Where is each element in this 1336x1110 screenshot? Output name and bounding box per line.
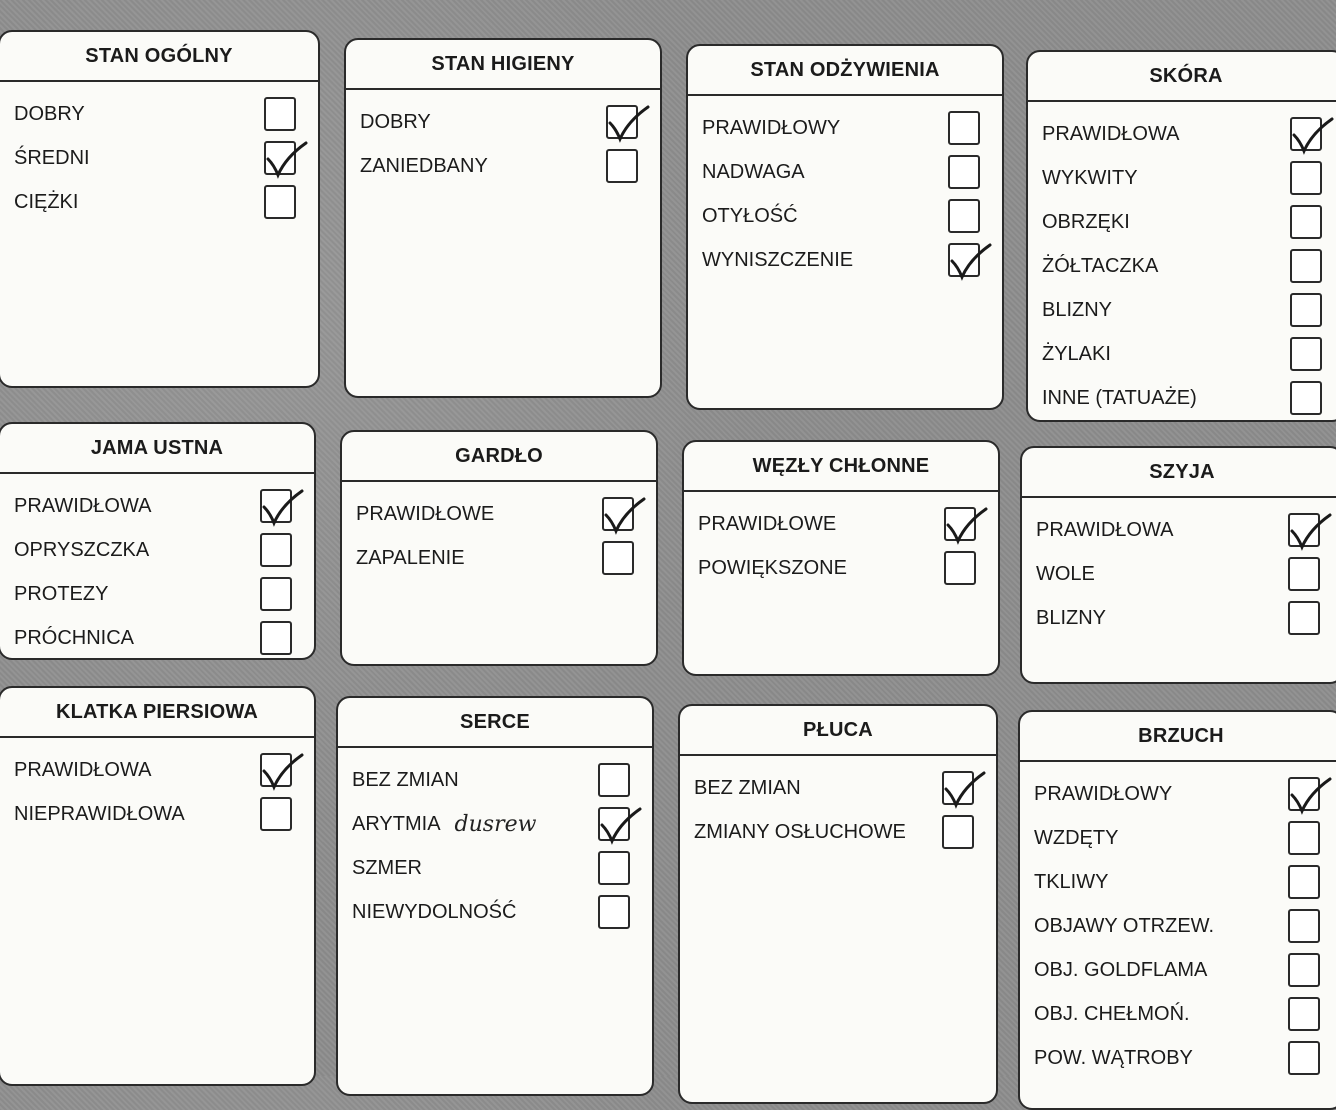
option-row-dobry <box>360 100 646 144</box>
section-title: SERCE <box>338 698 652 748</box>
card-pluca <box>678 704 998 1104</box>
checkbox[interactable] <box>1288 909 1320 943</box>
option-label: PROTEZY <box>14 582 109 605</box>
option-row-wole <box>1036 552 1328 596</box>
option-label: PRAWIDŁOWY <box>702 116 841 139</box>
option-label: OBJ. CHEŁMOŃ. <box>1034 1002 1190 1025</box>
option-label: PRAWIDŁOWA <box>14 758 152 781</box>
option-label: INNE (TATUAŻE) <box>1042 386 1197 409</box>
checkbox[interactable] <box>1288 821 1320 855</box>
option-row-opryszczka <box>14 528 300 572</box>
check-mark-icon <box>1284 771 1332 819</box>
checkbox[interactable] <box>260 533 292 567</box>
option-row-wyniszczenie <box>702 238 988 282</box>
checkbox[interactable] <box>260 489 292 523</box>
option-label: BLIZNY <box>1042 298 1113 321</box>
checkbox[interactable] <box>1290 161 1322 195</box>
checkbox[interactable] <box>264 141 296 175</box>
checkbox[interactable] <box>598 851 630 885</box>
option-row-zaniedbany <box>360 144 646 188</box>
card-gardlo <box>340 430 658 666</box>
checkbox[interactable] <box>948 155 980 189</box>
option-row-niewydolnosc <box>352 890 638 934</box>
option-row-blizny <box>1042 288 1330 332</box>
option-label: POWIĘKSZONE <box>698 556 847 579</box>
checkbox[interactable] <box>948 243 980 277</box>
check-mark-icon <box>940 501 988 549</box>
option-label: NIEWYDOLNOŚĆ <box>352 900 517 923</box>
checkbox[interactable] <box>1288 953 1320 987</box>
option-label: PRAWIDŁOWY <box>1034 782 1173 805</box>
checkbox[interactable] <box>1290 381 1322 415</box>
card-szyja <box>1020 446 1336 684</box>
check-mark-icon <box>1284 507 1332 555</box>
option-label: ŚREDNI <box>14 146 90 169</box>
option-row-wzdety <box>1034 816 1328 860</box>
option-label: TKLIWY <box>1034 870 1109 893</box>
section-title: STAN OGÓLNY <box>0 32 318 82</box>
option-row-prawidlowa <box>1036 508 1328 552</box>
check-mark-icon <box>260 135 308 183</box>
option-row-zoltaczka <box>1042 244 1330 288</box>
option-label: PRÓCHNICA <box>14 626 135 649</box>
checkbox[interactable] <box>264 185 296 219</box>
checkbox[interactable] <box>606 105 638 139</box>
checkbox[interactable] <box>944 551 976 585</box>
option-row-wykwity <box>1042 156 1330 200</box>
checkbox[interactable] <box>602 541 634 575</box>
section-title: KLATKA PIERSIOWA <box>0 688 314 738</box>
option-row-prawidlowa <box>14 484 300 528</box>
checkbox[interactable] <box>260 577 292 611</box>
option-row-protezy <box>14 572 300 616</box>
option-label: WYKWITY <box>1042 166 1138 189</box>
checkbox[interactable] <box>1288 601 1320 635</box>
option-row-prawidlowe <box>698 502 984 546</box>
check-mark-icon <box>256 483 304 531</box>
section-title: BRZUCH <box>1020 712 1336 762</box>
checkbox[interactable] <box>602 497 634 531</box>
option-row-objawy-otrzew <box>1034 904 1328 948</box>
option-row-pow-watroby <box>1034 1036 1328 1080</box>
checkbox[interactable] <box>1290 117 1322 151</box>
checkbox[interactable] <box>1288 865 1320 899</box>
section-title: PŁUCA <box>680 706 996 756</box>
option-label: NIEPRAWIDŁOWA <box>14 802 185 825</box>
check-mark-icon <box>602 99 650 147</box>
option-label: BEZ ZMIAN <box>352 768 459 791</box>
card-serce <box>336 696 654 1096</box>
checkbox[interactable] <box>1290 205 1322 239</box>
checkbox[interactable] <box>1290 249 1322 283</box>
option-list <box>1028 102 1336 420</box>
checkbox[interactable] <box>1290 337 1322 371</box>
option-label: DOBRY <box>360 110 431 133</box>
option-list <box>346 90 660 188</box>
option-row-zapalenie <box>356 536 642 580</box>
option-label: PRAWIDŁOWE <box>698 512 837 535</box>
checkbox[interactable] <box>944 507 976 541</box>
checkbox[interactable] <box>598 763 630 797</box>
checkbox[interactable] <box>942 815 974 849</box>
checkbox[interactable] <box>260 753 292 787</box>
option-row-obj-chelmon <box>1034 992 1328 1036</box>
option-row-sredni <box>14 136 304 180</box>
option-label: BLIZNY <box>1036 606 1107 629</box>
option-label: PRAWIDŁOWA <box>1036 518 1174 541</box>
option-label: ZMIANY OSŁUCHOWE <box>694 820 906 843</box>
check-mark-icon <box>256 747 304 795</box>
option-label: ARYTMIA <box>352 812 441 835</box>
section-title: SKÓRA <box>1028 52 1336 102</box>
option-row-inne-tatuaze <box>1042 376 1330 420</box>
option-label: OTYŁOŚĆ <box>702 204 798 227</box>
option-list <box>688 96 1002 282</box>
card-klatka-piersiowa <box>0 686 316 1086</box>
option-row-obrzeki <box>1042 200 1330 244</box>
checkbox[interactable] <box>606 149 638 183</box>
card-skora <box>1026 50 1336 422</box>
option-row-bez-zmian <box>352 758 638 802</box>
checkbox[interactable] <box>1288 997 1320 1031</box>
option-label: WZDĘTY <box>1034 826 1119 849</box>
option-label: OBJ. GOLDFLAMA <box>1034 958 1208 981</box>
option-label: POW. WĄTROBY <box>1034 1046 1193 1069</box>
option-list <box>0 474 314 660</box>
option-label: WOLE <box>1036 562 1095 585</box>
option-row-powiekszone <box>698 546 984 590</box>
option-list <box>338 748 652 934</box>
option-row-zmiany-osluchowe <box>694 810 982 854</box>
option-row-nadwaga <box>702 150 988 194</box>
checkbox[interactable] <box>948 199 980 233</box>
option-label: ŻYLAKI <box>1042 342 1111 365</box>
option-row-prochnica <box>14 616 300 660</box>
section-title: SZYJA <box>1022 448 1336 498</box>
option-row-szmer <box>352 846 638 890</box>
option-label: PRAWIDŁOWE <box>356 502 495 525</box>
checkbox[interactable] <box>598 895 630 929</box>
section-title: JAMA USTNA <box>0 424 314 474</box>
option-label: BEZ ZMIAN <box>694 776 801 799</box>
option-label: OBRZĘKI <box>1042 210 1130 233</box>
option-label: SZMER <box>352 856 422 879</box>
option-label: OBJAWY OTRZEW. <box>1034 914 1215 937</box>
option-row-bez-zmian <box>694 766 982 810</box>
option-label: ZANIEDBANY <box>360 154 488 177</box>
check-mark-icon <box>938 765 986 813</box>
option-row-prawidlowa <box>1042 112 1330 156</box>
option-row-blizny <box>1036 596 1328 640</box>
option-label: ZAPALENIE <box>356 546 465 569</box>
card-stan-odzywienia <box>686 44 1004 410</box>
checkbox[interactable] <box>598 807 630 841</box>
check-mark-icon <box>598 491 646 539</box>
checkbox[interactable] <box>260 621 292 655</box>
option-row-prawidlowa <box>14 748 300 792</box>
checkbox[interactable] <box>942 771 974 805</box>
checkbox[interactable] <box>948 111 980 145</box>
option-list <box>1020 762 1336 1080</box>
option-row-arytmia <box>352 802 638 846</box>
option-label: OPRYSZCZKA <box>14 538 150 561</box>
card-wezly-chlonne <box>682 440 1000 676</box>
handwritten-note: dusrew <box>454 811 537 837</box>
option-row-prawidlowy <box>702 106 988 150</box>
option-label: CIĘŻKI <box>14 190 79 213</box>
option-label: PRAWIDŁOWA <box>14 494 152 517</box>
option-list <box>680 756 996 854</box>
check-mark-icon <box>1286 111 1334 159</box>
checkbox[interactable] <box>1288 777 1320 811</box>
option-row-tkliwy <box>1034 860 1328 904</box>
checkbox[interactable] <box>260 797 292 831</box>
option-label: NADWAGA <box>702 160 805 183</box>
option-row-dobry <box>14 92 304 136</box>
option-list <box>0 82 318 224</box>
option-list <box>1022 498 1336 640</box>
checkbox[interactable] <box>1290 293 1322 327</box>
option-list <box>684 492 998 590</box>
option-label: DOBRY <box>14 102 85 125</box>
section-title: STAN HIGIENY <box>346 40 660 90</box>
option-row-ciezki <box>14 180 304 224</box>
option-row-zylaki <box>1042 332 1330 376</box>
option-list <box>342 482 656 580</box>
option-row-nieprawidlowa <box>14 792 300 836</box>
option-label: ŻÓŁTACZKA <box>1042 254 1159 277</box>
checkbox[interactable] <box>1288 1041 1320 1075</box>
option-label: PRAWIDŁOWA <box>1042 122 1180 145</box>
card-stan-ogolny <box>0 30 320 388</box>
card-jama-ustna <box>0 422 316 660</box>
section-title: GARDŁO <box>342 432 656 482</box>
option-row-prawidlowy <box>1034 772 1328 816</box>
option-list <box>0 738 314 836</box>
check-mark-icon <box>594 801 642 849</box>
checkbox[interactable] <box>1288 513 1320 547</box>
card-brzuch <box>1018 710 1336 1110</box>
section-title: STAN ODŻYWIENIA <box>688 46 1002 96</box>
checkbox[interactable] <box>264 97 296 131</box>
option-row-obj-goldflama <box>1034 948 1328 992</box>
option-label: WYNISZCZENIE <box>702 248 854 271</box>
checkbox[interactable] <box>1288 557 1320 591</box>
card-stan-higieny <box>344 38 662 398</box>
option-row-otylosc <box>702 194 988 238</box>
option-row-prawidlowe <box>356 492 642 536</box>
section-title: WĘZŁY CHŁONNE <box>684 442 998 492</box>
check-mark-icon <box>944 237 992 285</box>
